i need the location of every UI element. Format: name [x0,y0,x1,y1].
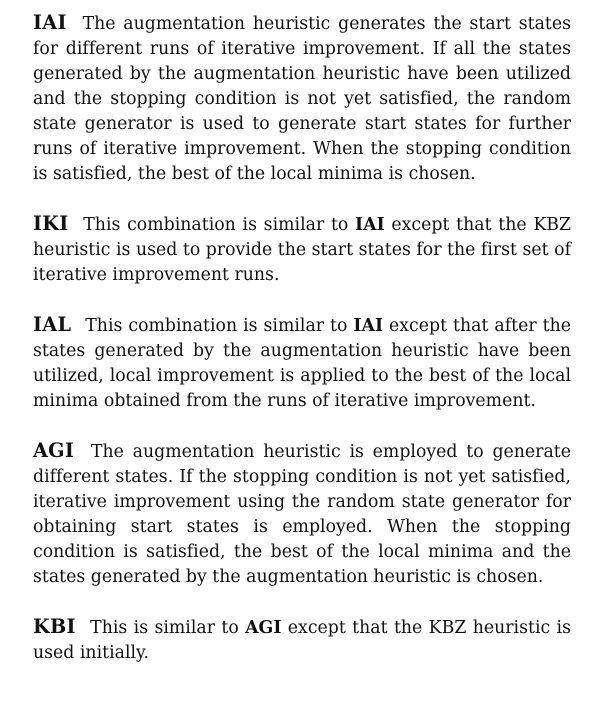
definition-text: The augmentation heuristic is employed to generate different states. If the stopping condition is not yet satisfied, iterative improvement using the random state generator for obtaining start states is employed. When the stopping condition is satisfied, the best of the local minima and the states generated by the augmentation heuristic is chosen. [33,442,571,587]
term-label: AGI [33,439,75,462]
definition-iki [33,211,571,288]
definition-text: This combination is similar to [85,316,354,336]
term-label: IAL [33,313,72,336]
term-label: KBI [33,615,76,638]
definition-iai [33,10,571,187]
term-label: IAI [33,11,67,34]
definition-text: The augmentation heuristic generates the start states for different runs of iterative improvement. If all the states generated by the augmentation heuristic have been utilized and the stopping condition is not yet satisfied, the random state generator is used to generate start states for further runs of iterative improvement. When the stopping condition is satisfied, the best of the local minima is chosen. [33,14,572,184]
definition-text: This combination is similar to [83,215,356,235]
document-page [33,10,571,666]
term-reference: IAI [355,215,385,235]
definition-ial [33,312,571,414]
definition-text: except that the KBZ heuristic is used initially. [33,618,571,663]
term-label: IKI [33,212,69,235]
definition-kbi [33,614,571,666]
term-reference: AGI [245,618,282,638]
definition-text: except that the KBZ heuristic is used to provide the start states for the first set of iterative improvement runs. [33,215,571,285]
definition-agi [33,438,571,590]
term-reference: IAI [353,316,384,336]
definition-text: This is similar to [90,618,246,638]
definition-text: except that after the states generated by the augmentation heuristic have been utilized, local improvement is applied to the best of the local minima obtained from the runs of iterative improvement. [33,316,572,411]
